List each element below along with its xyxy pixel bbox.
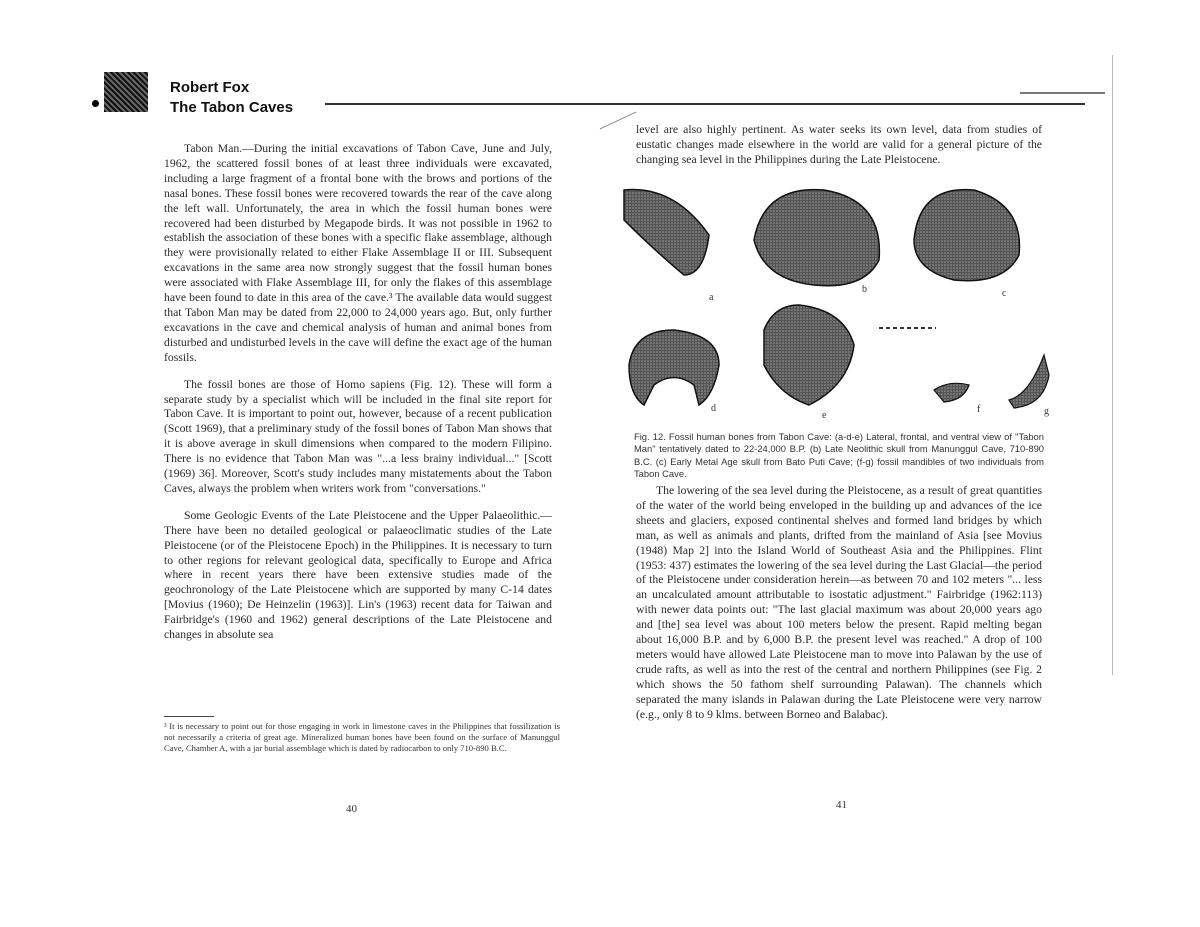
scan-mark: [600, 112, 637, 130]
figure-label-c: c: [1002, 288, 1007, 299]
figure-label-a: a: [709, 292, 714, 303]
paragraph: Some Geologic Events of the Late Pleistocene and the Upper Palaeolithic.—There have been no detailed geological or palaeoclimatic studies of the Late Pleistocene (or of the Pleistocene Epoch) in the Philippines. It is necessary to turn to other regions for relevant geological data, specifically to Europe and Africa where in recent years there have been extensive studies made of the geochronology of the Late Pleistocene which are supported by many C-14 dates [Movius (1960); De Heinzelin (1963)]. Lin's (1963) recent data for Taiwan and Fairbridge's (1960 and 1962) general descriptions of the Late Pleistocene and changes in absolute sea: [164, 508, 552, 642]
bullet-mark: [92, 100, 99, 107]
skull-a: [624, 190, 709, 275]
right-page-body: [636, 484, 1042, 731]
header-rule: [325, 103, 1085, 105]
figure-caption: Fig. 12. Fossil human bones from Tabon Cave: (a-d-e) Lateral, frontal, and ventral view of "Tabon Man" tentatively dated to 22-24,000 B.P. (b) Late Neolithic skull from Manunggul Cave, 710-890 B.C. (c) Early Metal Age skull from Bato Puti Cave; (f-g) fossil mandibles of two individuals from Tabon Cave.: [634, 431, 1044, 479]
paragraph: The lowering of the sea level during the Pleistocene, as a result of great quantities of the water of the world being enveloped in the building up and advances of the ice sheets and glaciers, exposed continental shelves and formed land bridges by which man, as well as animals and plants, drifted from the mainland of Asia [see Movius (1948) Map 2] into the Island World of Southeast Asia and the Philippines. Flint (1953: 437) estimates the lowering of the sea level during the Last Glacial—the period of the Pleistocene under consideration herein—as between 70 and 102 meters "... less an uncalculated amount attributable to isostatic adjustment." Fairbridge (1962:113) with newer data points out: "The last glacial maximum was about 20,000 years ago and [the] sea level was about 100 meters below the present. Rapid melting began about 16,000 B.P. and by 6,000 B.P. the present level was reached." A drop of 100 meters would have allowed Late Pleistocene man to move into Palawan by the use of crude rafts, as well as into the rest of the central and northern Philippines (see Fig. 2 which shows the 50 fathom shelf surrounding Palawan). The channels which separated the many islands in Palawan during the Late Pleistocene were very narrow (e.g., only 8 to 9 klms. between Borneo and Balabac).: [636, 484, 1042, 721]
paragraph: Tabon Man.—During the initial excavations of Tabon Cave, June and July, 1962, the scattered fossil bones of at least three individuals were excavated, including a large fragment of a frontal bone with the brows and portions of the nasal bones. These fossil bones were recovered towards the rear of the cave along the left wall. Unfortunately, the area in which the fossil human bones were recovered had been disturbed by Megapode birds. It was not possible in 1962 to establish the association of these bones with a specific flake assemblage, although they were provisionally related to either Flake Assemblage II or III. Subsequent excavations in the same area now strongly suggest that the fossil human bones were associated with Flake Assemblage III, for only the flakes of this assemblage have been found to date in this area of the cave.³ The available data would suggest that Tabon Man may be dated from 22,000 to 24,000 years ago. But, only further excavations in the cave and chemical analysis of human and animal bones from disturbed and undisturbed levels in the cave will define the exact age of the human fossils.: [164, 142, 552, 364]
author-name: Robert Fox: [170, 79, 250, 96]
figure-label-f: f: [977, 404, 981, 415]
skull-b: [754, 190, 879, 286]
right-page-intro: [636, 123, 1042, 176]
skull-c: [914, 190, 1019, 281]
scan-mark: [1020, 92, 1105, 94]
page-number-right: 41: [836, 799, 847, 811]
fossil-skulls-illustration: [614, 180, 1054, 430]
figure-label-g: g: [1044, 406, 1049, 417]
footnote: ³ It is necessary to point out for those engaging in work in limestone caves in the Philippines that fossilization is not necessarily a criteria of great age. Mineralized human bones have been found on the surface of Manunggul Cave, Chamber A, with a jar burial assemblage which is dated by radiocarbon to only 710-890 B.C.: [164, 721, 560, 753]
page-number-left: 40: [346, 803, 357, 815]
figure-12: [614, 180, 1054, 430]
figure-label-b: b: [862, 284, 867, 295]
skull-e: [764, 305, 854, 405]
mandible-g: [1009, 355, 1049, 408]
footnote-rule: [164, 716, 214, 717]
paragraph: level are also highly pertinent. As water seeks its own level, data from studies of eustatic changes made elsewhere in the world are valid for a general picture of the changing sea level in the Philippines during the Late Pleistocene.: [636, 123, 1042, 166]
page-edge-line: [1112, 55, 1113, 675]
book-title: The Tabon Caves: [170, 99, 294, 116]
figure-label-e: e: [822, 410, 827, 421]
paragraph: The fossil bones are those of Homo sapiens (Fig. 12). These will form a separate study by a specialist which will be included in the final site report for Tabon Cave. It is important to point out, however, because of a recent publication (Scott 1969), that a preliminary study of the fossil bones of Tabon Man shows that it is above average in skull dimensions when compared to the modern Filipino. There is no evidence that Tabon Man was "...a less brainy individual..." [Scott (1969) 36]. Moreover, Scott's study includes many mistatements about the Tabon Caves, always the problem when writers work from "conversations.": [164, 377, 552, 495]
header-logo: [104, 72, 148, 112]
mandible-f: [934, 383, 969, 402]
left-page-body: [164, 142, 552, 651]
figure-label-d: d: [711, 403, 716, 414]
skull-d: [629, 330, 719, 405]
